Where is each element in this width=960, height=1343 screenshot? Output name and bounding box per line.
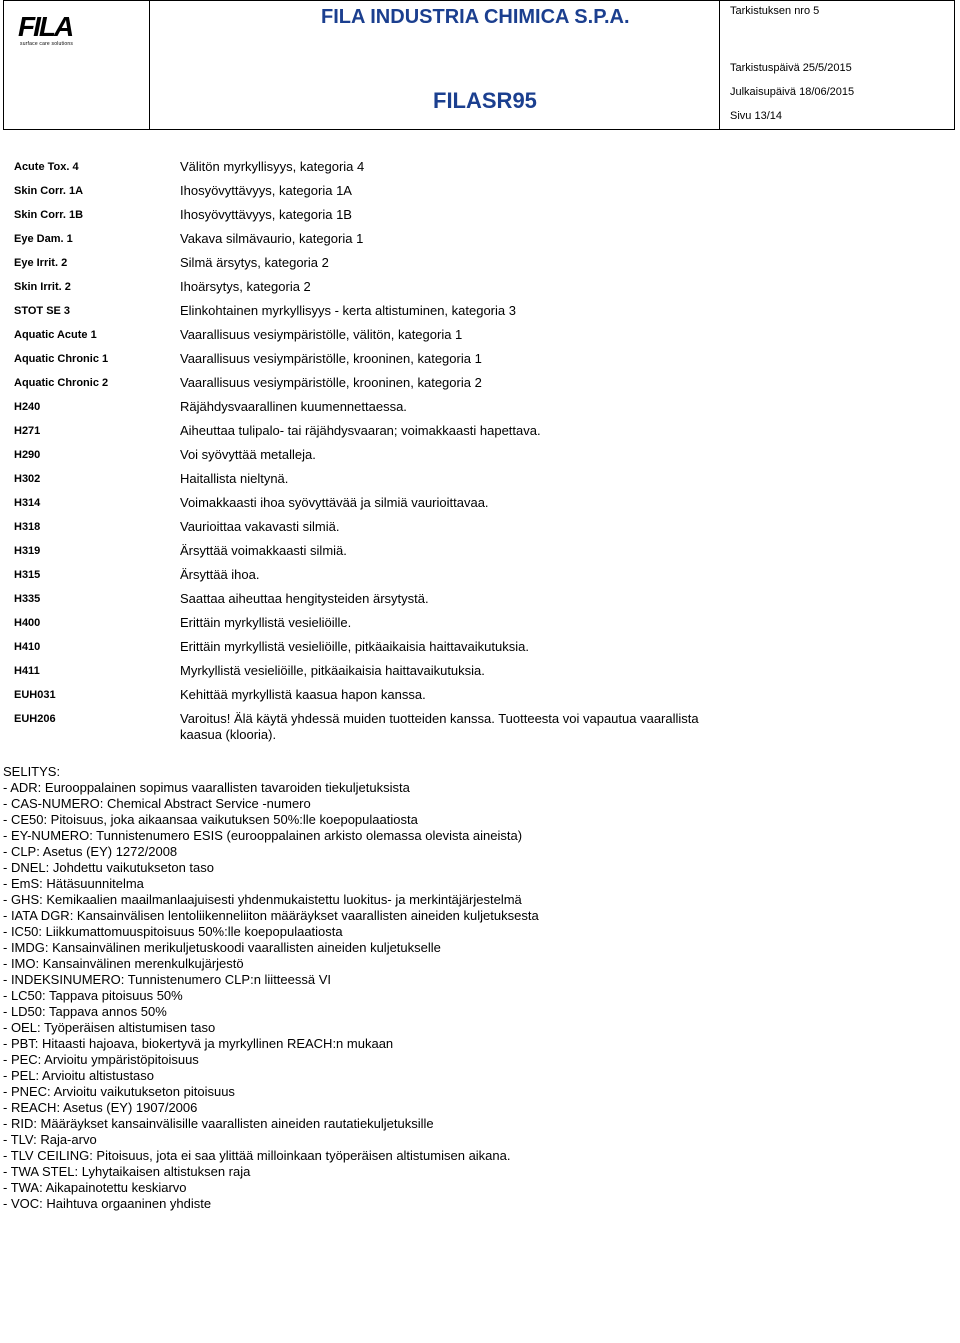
hazard-code: EUH031 — [14, 689, 56, 701]
legend-items — [3, 780, 943, 1212]
legend-item: - VOC: Haihtuva orgaaninen yhdiste — [3, 1196, 212, 1211]
hazard-code: H290 — [14, 449, 41, 461]
hazard-code: Aquatic Chronic 1 — [14, 353, 109, 365]
hazard-description: Ärsyttää voimakkaasti silmiä. — [180, 543, 347, 558]
hazard-code: H271 — [14, 425, 41, 437]
legend-item: - CLP: Asetus (EY) 1272/2008 — [3, 844, 178, 859]
logo-text: FILA — [18, 11, 73, 42]
legend-item: - IMO: Kansainvälinen merenkulkujärjestö — [3, 956, 244, 971]
legend-item: - IC50: Liikkumattomuuspitoisuus 50%:lle koepopulaatiosta — [3, 924, 343, 939]
hazard-code: Skin Irrit. 2 — [14, 281, 71, 293]
legend-title: SELITYS: — [3, 764, 61, 779]
legend-item: - LD50: Tappava annos 50% — [3, 1004, 167, 1019]
revision-number: Tarkistuksen nro 5 — [730, 5, 820, 17]
hazard-description: Voi syövyttää metalleja. — [180, 447, 316, 462]
company-logo — [18, 13, 98, 47]
hazard-description: Erittäin myrkyllistä vesieliöille, pitkäaikaisia haittavaikutuksia. — [180, 639, 529, 654]
legend-item: - TWA STEL: Lyhytaikaisen altistuksen raja — [3, 1164, 251, 1179]
hazard-code: H315 — [14, 569, 41, 581]
hazard-code: H400 — [14, 617, 41, 629]
hazard-code: H335 — [14, 593, 41, 605]
hazard-code: H411 — [14, 665, 40, 677]
legend-item: - PNEC: Arvioitu vaikutukseton pitoisuus — [3, 1084, 235, 1099]
revision-date: Tarkistuspäivä 25/5/2015 — [730, 62, 852, 74]
legend-item: - PEL: Arvioitu altistustaso — [3, 1068, 155, 1083]
hazard-code: STOT SE 3 — [14, 305, 71, 317]
legend-item: - TLV: Raja-arvo — [3, 1132, 97, 1147]
hazard-code: Aquatic Chronic 2 — [14, 377, 109, 389]
hazard-description: Aiheuttaa tulipalo- tai räjähdysvaaran; voimakkaasti hapettava. — [180, 423, 541, 438]
legend-item: - CAS-NUMERO: Chemical Abstract Service -numero — [3, 796, 311, 811]
hazard-code: Skin Corr. 1A — [14, 185, 84, 197]
legend-item: - DNEL: Johdettu vaikutukseton taso — [3, 860, 215, 875]
page-number: Sivu 13/14 — [730, 110, 782, 122]
legend-item: - TLV CEILING: Pitoisuus, jota ei saa ylittää milloinkaan työperäisen altistumisen aikana. — [3, 1148, 511, 1163]
product-name: FILASR95 — [433, 88, 537, 113]
hazard-description: Voimakkaasti ihoa syövyttävää ja silmiä vaurioittavaa. — [180, 495, 489, 510]
hazard-code: H319 — [14, 545, 41, 557]
legend-item: - REACH: Asetus (EY) 1907/2006 — [3, 1100, 198, 1115]
legend-item: - TWA: Aikapainotettu keskiarvo — [3, 1180, 187, 1195]
hazard-code: Eye Irrit. 2 — [14, 257, 68, 269]
hazard-description: Ihosyövyttävyys, kategoria 1A — [180, 183, 352, 198]
hazard-code: Aquatic Acute 1 — [14, 329, 97, 341]
hazard-code: Eye Dam. 1 — [14, 233, 73, 245]
hazard-description: Haitallista nieltynä. — [180, 471, 289, 486]
company-cell — [149, 1, 720, 129]
legend-item: - EY-NUMERO: Tunnistenumero ESIS (eurooppalainen arkisto olemassa olevista aineista) — [3, 828, 523, 843]
hazard-description: Silmä ärsytys, kategoria 2 — [180, 255, 329, 270]
hazard-description: Räjähdysvaarallinen kuumennettaessa. — [180, 399, 407, 414]
legend — [3, 764, 943, 1212]
legend-item: - EmS: Hätäsuunnitelma — [3, 876, 144, 891]
hazard-description: Vaarallisuus vesiympäristölle, krooninen, kategoria 1 — [180, 351, 482, 366]
logo-cell — [4, 1, 150, 129]
hazard-description: Välitön myrkyllisyys, kategoria 4 — [180, 159, 365, 174]
hazard-code: H410 — [14, 641, 41, 653]
page-header — [3, 0, 955, 130]
legend-item: - RID: Määräykset kansainvälisille vaarallisten aineiden rautatiekuljetuksille — [3, 1116, 434, 1131]
hazard-description: Varoitus! Älä käytä yhdessä muiden tuotteiden kanssa. Tuotteesta voi vapautua vaarallista kaasua (klooria). — [180, 711, 699, 742]
hazard-description: Kehittää myrkyllistä kaasua hapon kanssa. — [180, 687, 426, 702]
hazard-description: Saattaa aiheuttaa hengitysteiden ärsytystä. — [180, 591, 429, 606]
hazard-description: Vaarallisuus vesiympäristölle, välitön, kategoria 1 — [180, 327, 463, 342]
hazard-description: Ihosyövyttävyys, kategoria 1B — [180, 207, 352, 222]
legend-item: - LC50: Tappava pitoisuus 50% — [3, 988, 183, 1003]
hazard-code: Acute Tox. 4 — [14, 161, 79, 173]
hazard-code: H240 — [14, 401, 41, 413]
legend-item: - IMDG: Kansainvälinen merikuljetuskoodi vaarallisten aineiden kuljetukselle — [3, 940, 441, 955]
hazard-description: Ärsyttää ihoa. — [180, 567, 260, 582]
hazard-description: Vakava silmävaurio, kategoria 1 — [180, 231, 364, 246]
legend-item: - GHS: Kemikaalien maailmanlaajuisesti yhdenmukaistettu luokitus- ja merkintäjärjestelmä — [3, 892, 522, 907]
legend-item: - CE50: Pitoisuus, joka aikaansaa vaikutuksen 50%:lle koepopulaatiosta — [3, 812, 418, 827]
hazard-description: Myrkyllistä vesieliöille, pitkäaikaisia haittavaikutuksia. — [180, 663, 485, 678]
hazard-code: H314 — [14, 497, 41, 509]
legend-item: - ADR: Eurooppalainen sopimus vaarallisten tavaroiden tiekuljetuksista — [3, 780, 410, 795]
hazard-description: Vaurioittaa vakavasti silmiä. — [180, 519, 340, 534]
publish-date: Julkaisupäivä 18/06/2015 — [730, 86, 855, 98]
logo-subtitle: surface care solutions — [20, 41, 74, 47]
legend-item: - IATA DGR: Kansainvälisen lentoliikenneliiton määräykset vaarallisten aineiden kuljetuksesta — [3, 908, 539, 923]
legend-item: - INDEKSINUMERO: Tunnistenumero CLP:n liitteessä VI — [3, 972, 332, 987]
hazard-description: Ihoärsytys, kategoria 2 — [180, 279, 311, 294]
hazard-description: Vaarallisuus vesiympäristölle, krooninen, kategoria 2 — [180, 375, 482, 390]
company-name: FILA INDUSTRIA CHIMICA S.P.A. — [321, 6, 630, 28]
legend-item: - PBT: Hitaasti hajoava, biokertyvä ja myrkyllinen REACH:n mukaan — [3, 1036, 394, 1051]
legend-item: - OEL: Työperäisen altistumisen taso — [3, 1020, 216, 1035]
hazard-code: EUH206 — [14, 713, 56, 725]
hazard-code: Skin Corr. 1B — [14, 209, 84, 221]
hazard-code: H318 — [14, 521, 41, 533]
hazard-description: Erittäin myrkyllistä vesieliöille. — [180, 615, 352, 630]
hazard-code: H302 — [14, 473, 41, 485]
revision-cell — [720, 1, 954, 129]
hazard-description: Elinkohtainen myrkyllisyys - kerta altistuminen, kategoria 3 — [180, 303, 516, 318]
legend-item: - PEC: Arvioitu ympäristöpitoisuus — [3, 1052, 199, 1067]
